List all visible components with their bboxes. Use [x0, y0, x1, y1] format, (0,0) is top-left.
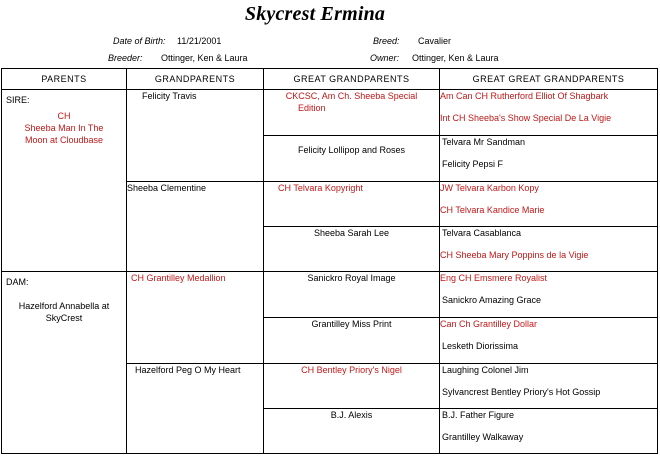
column-header-row: [2, 69, 658, 90]
grandparent-sire-dam: [127, 182, 264, 272]
gggp-name: Am Can CH Rutherford Elliot Of Shagbark: [440, 91, 609, 101]
great-grandparent-name: Sanickro Royal Image: [307, 273, 396, 283]
grandparent-name: Hazelford Peg O My Heart: [135, 365, 241, 375]
gggp-name: Sylvancrest Bentley Priory's Hot Gossip: [442, 387, 601, 397]
gggp-name: Grantilley Walkaway: [442, 432, 524, 442]
great-great-grandparent-pair-6: [440, 318, 658, 364]
great-grandparent-name: Felicity Lollipop and Roses: [297, 145, 406, 155]
pedigree-table: [1, 68, 658, 454]
great-great-grandparent-pair-2: [440, 136, 658, 182]
dam-name-line2: SkyCrest: [45, 313, 83, 323]
gggp-name: JW Telvara Karbon Kopy: [440, 183, 539, 193]
page-title: Skycrest Ermina: [244, 3, 386, 25]
great-grandparent-name-cont: Edition: [298, 103, 326, 113]
gggp-name: CH Sheeba Mary Poppins de la Vigie: [440, 250, 589, 260]
owner-value: Ottinger, Ken & Laura: [412, 53, 499, 63]
dob-value: 11/21/2001: [177, 36, 222, 46]
header-grandparents: GRANDPARENTS: [127, 69, 264, 90]
owner-label: Owner:: [370, 53, 400, 63]
great-grandparent-1: [264, 90, 440, 136]
grandparent-dam-sire: [127, 272, 264, 364]
gggp-name: B.J. Father Figure: [442, 410, 515, 420]
great-grandparent-name: B.J. Alexis: [330, 410, 373, 420]
sire-cell: [2, 90, 127, 272]
great-great-grandparent-pair-4: [440, 227, 658, 272]
great-grandparent-7: [264, 364, 440, 409]
great-grandparent-name: CKCSC, Am Ch. Sheeba Special: [285, 91, 418, 101]
gggp-name: Telvara Mr Sandman: [442, 137, 526, 147]
gggp-name: Sanickro Amazing Grace: [442, 295, 542, 305]
great-grandparent-6: [264, 318, 440, 364]
sire-label: SIRE:: [6, 95, 30, 105]
sire-name-line1: CH: [57, 111, 71, 121]
dam-name-line1: Hazelford Annabella at: [18, 301, 110, 311]
gggp-name: Eng CH Emsmere Royalist: [440, 273, 548, 283]
header-parents: PARENTS: [2, 69, 127, 90]
great-grandparent-2: [264, 136, 440, 182]
great-great-grandparent-pair-8: [440, 409, 658, 454]
great-grandparent-name: Sheeba Sarah Lee: [313, 228, 390, 238]
sire-name-line3: Moon at Cloudbase: [24, 135, 104, 145]
great-great-grandparent-pair-3: [440, 182, 658, 227]
grandparent-name: Sheeba Clementine: [127, 183, 207, 193]
gggp-name: Felicity Pepsi F: [442, 159, 504, 169]
great-grandparent-5: [264, 272, 440, 318]
great-grandparent-8: [264, 409, 440, 454]
header-great-great-grandparents: GREAT GREAT GRANDPARENTS: [440, 69, 658, 90]
breed-value: Cavalier: [418, 36, 452, 46]
gggp-name: Can Ch Grantilley Dollar: [440, 319, 538, 329]
gggp-name: Int CH Sheeba's Show Special De La Vigie: [440, 113, 612, 123]
great-grandparent-3: [264, 182, 440, 227]
dam-label: DAM:: [6, 277, 29, 287]
great-grandparent-name: CH Telvara Kopyright: [278, 183, 363, 193]
great-grandparent-name: CH Bentley Priory's Nigel: [301, 365, 402, 375]
grandparent-dam-dam: [127, 364, 264, 454]
great-great-grandparent-pair-7: [440, 364, 658, 409]
sire-name-line2: Sheeba Man In The: [24, 123, 104, 133]
grandparent-sire-sire: [127, 90, 264, 182]
gggp-name: Lesketh Diorissima: [442, 341, 519, 351]
grandparent-name: CH Grantilley Medallion: [131, 273, 226, 283]
great-great-grandparent-pair-1: [440, 90, 658, 136]
breeder-value: Ottinger, Ken & Laura: [161, 53, 248, 63]
gggp-name: Laughing Colonel Jim: [442, 365, 529, 375]
dob-label: Date of Birth:: [113, 36, 166, 46]
great-great-grandparent-pair-5: [440, 272, 658, 318]
grandparent-name: Felicity Travis: [142, 91, 197, 101]
breed-label: Breed:: [373, 36, 400, 46]
great-grandparent-name: Grantilley Miss Print: [311, 319, 392, 329]
dam-cell: [2, 272, 127, 454]
breeder-label: Breeder:: [108, 53, 143, 63]
great-grandparent-4: [264, 227, 440, 272]
gggp-name: CH Telvara Kandice Marie: [440, 205, 545, 215]
header-great-grandparents: GREAT GRANDPARENTS: [264, 69, 440, 90]
gggp-name: Telvara Casablanca: [442, 228, 522, 238]
